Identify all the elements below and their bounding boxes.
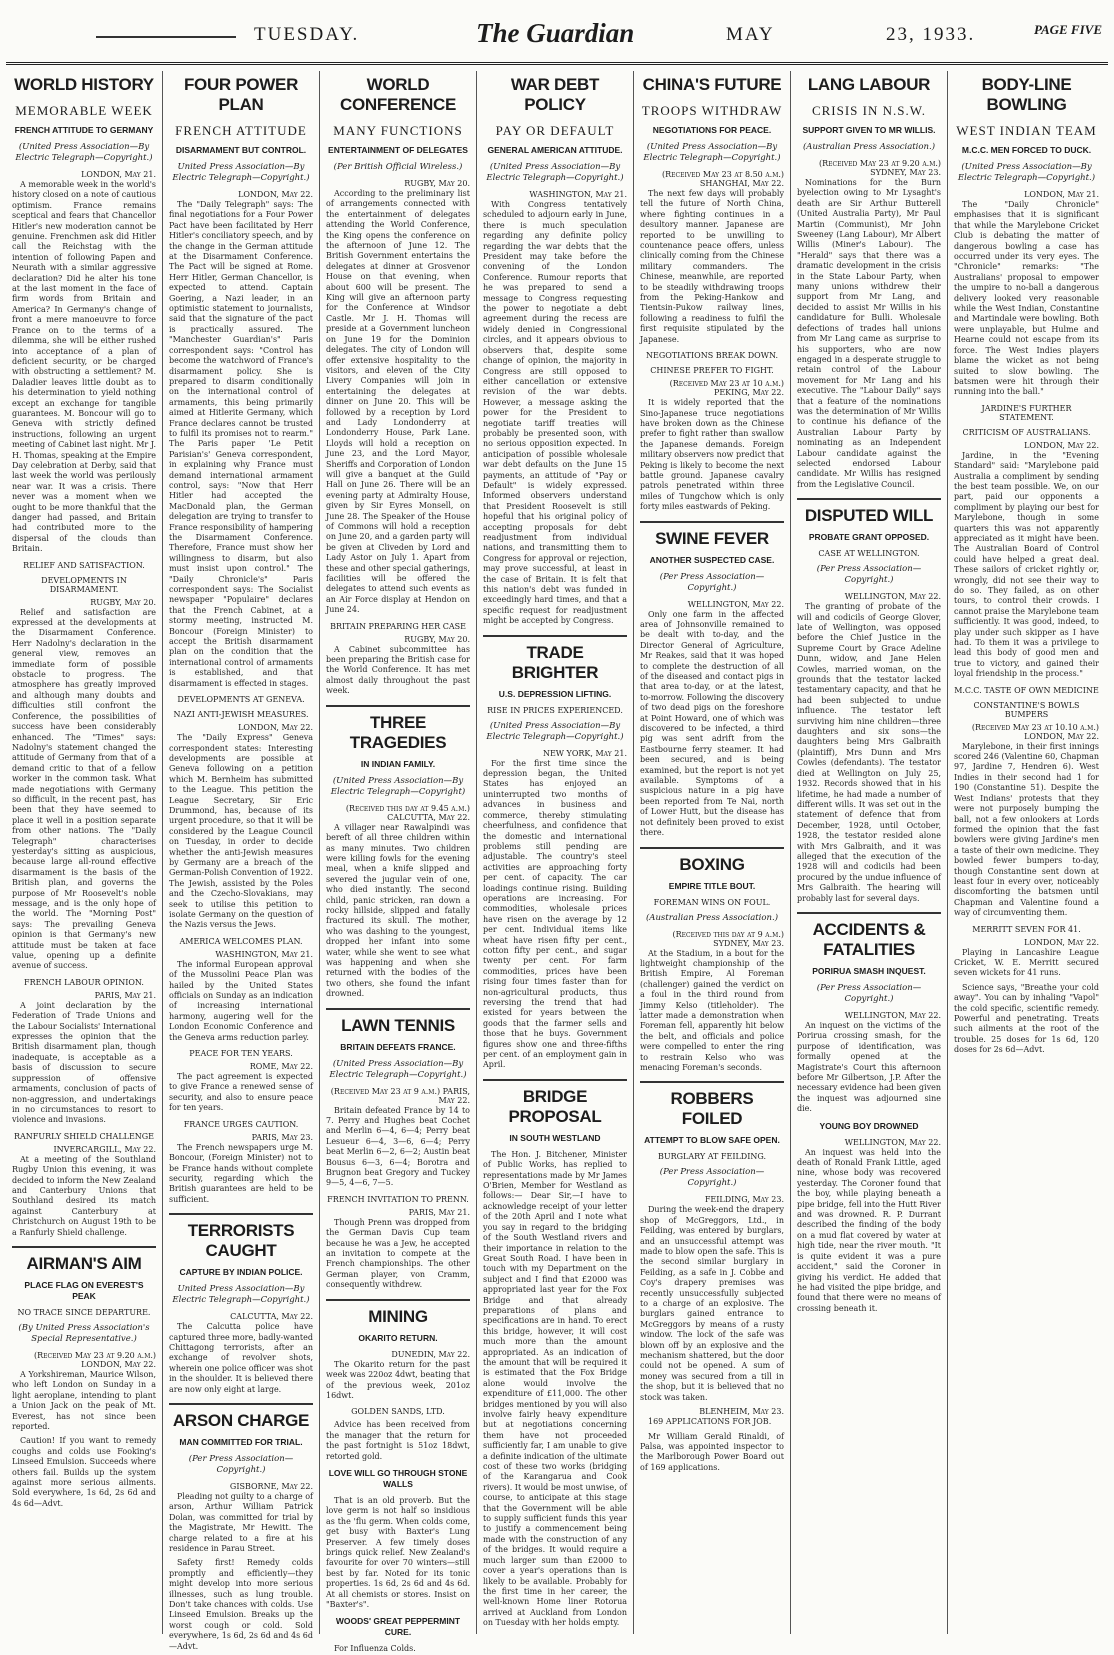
article-divider <box>483 635 627 637</box>
article-dateline: PARIS, May 23. <box>251 1132 313 1142</box>
article <box>483 75 627 627</box>
section-heading: JARDINE'S FURTHER STATEMENT. <box>981 403 1072 422</box>
article-body: Britain defeated France by 14 to 7. Perry and Hughes beat Cochet and Merlin 6—4, 6—4; Perry beat Lesueur 6—4, 3—6, 6—4; Perry beat Merlin 6—2, 6—2; Austin beat Bousus 6—3, 6—4; Borotra and Brugnon beat Gregory and Tuckey 9—5, 4—6, 7—5. <box>326 1105 470 1188</box>
article <box>483 635 627 1071</box>
article-body: That is an old proverb. But the love germ is not half so insidious as the 'flu germ. When colds come, get busy with Baxter's Lung Preserver. A few timely doses brings quick relief. New Zealand's favourite for over 70 winters—still best by far. Noted for its tonic properties. 1s 6d, 2s 6d and 4s 6d. At all chemists or stores. Insist on "Baxter's". <box>326 1495 470 1609</box>
article-divider <box>797 498 941 500</box>
article-credit: (United Press Association—By Electric Telegraph—Copyright.) <box>957 162 1096 183</box>
article <box>169 695 313 931</box>
article <box>12 1132 156 1238</box>
article-divider <box>169 1403 313 1405</box>
article-body: At a meeting of the Southland Rugby Union this evening, it was decided to inform the New Zealand and Canterbury Unions that Southland desired its match against Canterbury at Christchurch on August 19th to be a Ranfurly Shield challenge. <box>12 1154 156 1237</box>
article-kicker: MANY FUNCTIONS <box>333 123 463 138</box>
masthead-paper-title: The Guardian <box>476 18 635 48</box>
article-body: The informal European approval of the Mussolini Peace Plan was hailed by the United States officials on Sunday as an indication of increasing international harmony, augering well for the London Economic Conference and the Geneva arms reduction parley. <box>169 959 313 1042</box>
article-credit: (Per Press Association— Copyright.) <box>659 571 765 593</box>
article-body: The pact agreement is expected to give France a renewed sense of security, and also to ensure peace for ten years. <box>169 1072 313 1113</box>
article-body: For the first time since the depression began, the United States has enjoyed an uninterrupted two months of advances in business and commerce, thereby stimulating cheerfulness, and confidence that the domestic and international problems still pending are adjustable. The country's steel activities are approaching forty per cent. of capacity. The car loadings continue rising. Building operations are increasing. For commodities, wholesale prices have risen on the average by 12 per cent. Individual items like wheat have risen fifty per cent., cotton fifty per cent., and sugar twenty per cent. For farm commodities, prices have been rising four times faster than for non-agricultural products, thus reversing the trend that had existed for years between the goods that the farmer sells and those that he buys. Government figures show one and three-fifths per cent. of an employment gain in April. <box>483 758 627 1070</box>
article-kicker: MEMORABLE WEEK <box>15 103 153 118</box>
section-heading: FRANCE URGES CAUTION. <box>183 1119 299 1129</box>
section-heading: MERRITT SEVEN FOR 41. <box>972 924 1081 934</box>
article-subheading: SUPPORT GIVEN TO MR WILLIS. <box>802 125 936 135</box>
column-2 <box>163 71 320 1651</box>
article-body: Marylebone, in their first innings scored 246 (Valentine 60, Chapman 97, Jardine 7, Hendren 6). West Indies in their second had 1 for 190 (Constantine 51). Despite the West Indians' protests that they were not purposely bumping the ball, not a few onlookers at Lords formed the opinion that the fast bowlers were giving Jardine's men a taste of their own medicine. They bowled fewer bumpers to-day, though Constantine sent down at least four in every over, noticeably discomforting the batsmen until Chapman and Valentine found a way of circumventing them. <box>954 741 1099 918</box>
article-headline: LANG LABOUR <box>807 75 931 94</box>
article-credit: (Per Press Association— Copyright.) <box>816 564 922 586</box>
article-body: Pleading not guilty to a charge of arson, Arthur William Patrick Dolan, was committed for trial by the Magistrate, Mr Hewitt. The charge related to a fire at his residence in Parau Street. <box>169 1491 313 1553</box>
article-body: A joint declaration by the Federation of Trade Unions and the Labour Socialists' International expresses the opinion that the British disarmament plan, though inadequate, is acceptable as a basis of discussion to secure suppression of offensive armaments, conclusion of pacts of non-aggression, and undertakings in no circumstances to resort to violence and invasions. <box>12 1000 156 1125</box>
article-divider <box>326 705 470 707</box>
article-headline: BODY-LINE BOWLING <box>981 75 1072 114</box>
article-credit: (By United Press Association's Special Representative.) <box>18 1322 150 1344</box>
article-divider <box>326 1008 470 1010</box>
article-body: The granting of probate of the will and codicils of George Glover, late of Wellington, was opposed before the Chief Justice in the Supreme Court by Grace Adeline Dunn, widow, and Jane Helen Cowles, married woman, on the grounds that the testator lacked testamentary capacity, and that he had been subjected to undue influence. The testator left surviving him nine children—three daughters and six sons—the daughters being Mrs Galbraith (plaintiff), Mrs Dunn and Mrs Cowles (defendants). The testator died at Wellington on July 25, 1932. Records showed that in his lifetime, he had made a number of different wills. It was set out in the statement of defence that from December, 1928, until October, 1928, the testator resided alone with Mrs Galbraith, and it was alleged that the execution of the 1928 will and codicils had been procured by the undue influence of Mrs Galbraith. The hearing will probably last for several days. <box>797 602 941 903</box>
article <box>640 1407 784 1473</box>
article <box>640 1081 784 1403</box>
article-dateline: BLENHEIM, May 23. <box>699 1407 784 1417</box>
article-dateline: CALCUTTA, May 22. <box>230 1312 313 1322</box>
article-subheading: M.C.C. MEN FORCED TO DUCK. <box>961 145 1092 155</box>
article-headline: FOUR POWER PLAN <box>183 75 299 114</box>
article <box>169 1403 313 1554</box>
article-subheading: IN INDIAN FAMILY. <box>360 758 436 769</box>
article-credit: United Press Association—By Electric Telegraph—Copyright.) <box>172 1284 310 1306</box>
article-credit: (Per British Official Wireless.) <box>333 162 463 172</box>
article-dateline: WELLINGTON, May 22. <box>844 592 941 602</box>
article-body: The "Daily Chronicle" emphasises that it is significant that while the Marylebone Cricket Club is debating the matter of dangerous bowling a case has occurred under its very eyes. The "Chronicle" remarks: "The Australians' proposal to empower the umpire to no-ball a dangerous delivery looked very reasonable while the West Indian, Constantine and Martindale were bowling. Both were unplayable, but Hulme and Hearne could not escape from its force. The West Indies players blame the wicket as not being suited to slow bowling. The batsmen were hit through their running into the ball." <box>954 200 1099 397</box>
article-credit: (Per Press Association— Copyright.) <box>816 982 922 1004</box>
columns-container <box>6 71 1108 1654</box>
article <box>326 1616 470 1654</box>
article <box>326 75 470 616</box>
section-heading: RANFURLY SHIELD CHALLENGE <box>13 1131 155 1141</box>
section-heading: GOLDEN SANDS, LTD. <box>351 1407 445 1417</box>
article-credit: United Press Association—By Electric Telegraph—Copyright.) <box>172 162 310 183</box>
article-headline: ROBBERS FOILED <box>670 1089 754 1129</box>
article-subheading: ATTEMPT TO BLOW SAFE OPEN. <box>644 1135 780 1146</box>
article-credit: (United Press Association—By Electric Telegraph—Copyright.) <box>486 720 624 742</box>
article-body: Jardine, in the "Evening Standard" said: "Marylebone paid Australia a compliment by sending the best team possible. We, on our part, paid our opponents a compliment by playing our best for Marylebone, though in some quarters this was not apparently appreciated as it might have been. The Australian Board of Control could have helped a great deal. These sailors of cricket rightly or, wrongly, did not see their way to do so. They failed, as on other tours, to control their crowds. I cannot praise the Marylebone team sufficiently. It was good, indeed, to play under such skipper as I have had. To them it was a privilege to lead this body of good men and true to victory, and gained their loyal friendship in the process." <box>954 450 1099 679</box>
article-headline: TERRORISTS CAUGHT <box>187 1221 295 1261</box>
article-headline: BRIDGE PROPOSAL <box>508 1086 602 1126</box>
article <box>640 521 784 839</box>
article-dateline: (Received May 23 at 10.10 a.m.) LONDON, May 22. <box>971 722 1099 741</box>
article <box>169 937 313 1043</box>
masthead-month: MAY <box>726 24 775 45</box>
article-credit: (Per Press Association— Copyright.) <box>659 1167 765 1189</box>
section-heading: FRENCH LABOUR OPINION. <box>24 977 144 987</box>
article-dateline: (Received this day at 9.45 a.m.) CALCUTTA, May 22. <box>345 803 470 822</box>
article-headline: WAR DEBT POLICY <box>510 75 600 114</box>
article-subheading: ENTERTAINMENT OF DELEGATES <box>328 145 468 155</box>
article-dateline: FEILDING, May 23. <box>704 1195 784 1205</box>
article-body: Safety first! Remedy colds promptly and efficiently—they might develop into more serious illnesses, such as lung trouble. Don't take chances with colds. Use Linseed Emulsion. Breaks up the worst cough or cold. Sold everywhere, 1s 6d, 2s 6d and 4s 6d—Advt. <box>169 1558 313 1651</box>
article-dateline: ROME, May 22. <box>249 1062 313 1072</box>
section-heading: DEVELOPMENTS AT GENEVA. <box>177 695 305 705</box>
article <box>12 75 156 555</box>
article-subheading: FRENCH ATTITUDE TO GERMANY <box>14 125 154 135</box>
masthead-rule <box>96 36 236 38</box>
article <box>640 351 784 512</box>
article-body: An inquest was held into the death of Ronald Frank Little, aged nine, whose body was recovered yesterday. The Coroner found that the boy, while playing beneath a pipe bridge, fell into the Hutt River and was drowned. R. P. Durrant described the finding of the body on a mud flat covered by water at high tide, near the river mouth. "It is quite evident it was a pure accident," said the Coroner in giving his verdict. He added that he had visited the pipe bridge, and found that there were no means of crossing beneath it. <box>797 1147 941 1313</box>
article-body: Caution! If you want to remedy coughs and colds use Fooking's Linseed Emulsion. Succeeds where others fail. Builds up the system against more serious ailments. Sold everywhere, 1s 6d, 2s 6d and 4s 6d—Advt. <box>12 1436 156 1508</box>
section-heading: CRITICISM OF AUSTRALIANS. <box>962 427 1091 437</box>
article-divider <box>326 1299 470 1301</box>
article-dateline: PARIS, May 21. <box>408 1207 470 1217</box>
article-credit: (United Press Association—By Electric Telegraph—Copyright.) <box>15 142 153 163</box>
article <box>326 1195 470 1291</box>
article-body: Though Prenn was dropped from the German Davis Cup team because he was a Jew, he accepted an invitation to compete at the French championships. The other German player, von Cramm, consequently withdrew. <box>326 1217 470 1290</box>
article-dateline: LONDON, May 22. <box>1024 440 1099 450</box>
article-subheading: WOODS' GREAT PEPPERMINT CURE. <box>335 1616 461 1638</box>
section-heading: NEGOTIATIONS BREAK DOWN. <box>646 351 778 361</box>
section-heading: FRENCH INVITATION TO PRENN. <box>327 1194 469 1204</box>
article-kicker: PAY OR DEFAULT <box>495 123 615 138</box>
article-credit: (United Press Association—By Electric Telegraph—Copyright.) <box>643 142 781 163</box>
article-body: The next few days will probably tell the future of North China, where fighting continues in a desultory manner. Japanese are reported to be unwilling to countenance peace offers, unless clinically coming from the Chinese military commanders. The Chinese, meanwhile, are reported to be steadily withdrawing troops from the Peking-Hankow and Tientsin-Pukow railway lines, following a readiness to fulfil the first requisite stipulated by the Japanese. <box>640 189 784 344</box>
article-body: A Cabinet subcommittee has been preparing the British case for the World Conference. It has met almost daily throughout the past week. <box>326 644 470 696</box>
article <box>483 1079 627 1629</box>
article-subheading: EMPIRE TITLE BOUT. <box>668 880 756 891</box>
article-subheading: U.S. DEPRESSION LIFTING. <box>498 688 612 699</box>
article-kicker: FRENCH ATTITUDE <box>175 123 307 138</box>
article <box>797 498 941 904</box>
section-heading: CASE AT WELLINGTON. <box>818 549 920 559</box>
article-body: A Yorkshireman, Maurice Wilson, who left London on Sunday in a light aeroplane, intending to plant a Union Jack on the peak of Mt. Everest, has not since been reported. <box>12 1369 156 1431</box>
article-kicker: CRISIS IN N.S.W. <box>811 103 927 118</box>
article-headline: ACCIDENTS & FATALITIES <box>812 919 926 959</box>
article-headline: AIRMAN'S AIM <box>26 1253 142 1273</box>
section-heading: BURGLARY AT FEILDING. <box>657 1152 767 1162</box>
article <box>954 686 1099 919</box>
article-subheading: DISARMAMENT BUT CONTROL. <box>175 145 307 155</box>
article-headline: CHINA'S FUTURE <box>642 75 782 94</box>
column-3 <box>320 71 477 1654</box>
article-body: Nominations for the Burn byelection owing to Mr Lysaght's death are Sir Arthur Butterell (United Australia Party), Mr Paul Martin (Communist), Mr John Sweeney (Lang Labour), Mr Albert Willis (Miner's Labour). The "Herald" says that there was a dramatic development in the crisis in the State Labour Party, when many unions withdrew their support from Mr Lang, and decided to assist Mr Willis in his candidature for Bulli. Wholesale defections of trades hall unions from Mr Lang came as surprise to his supporters, who are now engaged in a desperate struggle to retain control of the Labour movement for Mr Lang and his executive. The "Labour Daily" says that a feature of the nominations was the determination of Mr Willis to continue his defiance of the Australian Labour Party by nominating as an Independent Labour candidate against the selected endorsed Labour candidate. Mr Willis has resigned from the Legislative Council. <box>797 178 941 489</box>
section-heading: PEACE FOR TEN YEARS. <box>189 1049 293 1059</box>
article-dateline: (Received May 23 at 10 a.m.) PEKING, May 22. <box>669 379 784 398</box>
section-heading: NAZI ANTI-JEWISH MEASURES. <box>173 710 309 720</box>
article-body: 169 APPLICATIONS FOR JOB. <box>648 1417 772 1427</box>
article <box>326 705 470 1000</box>
column-4 <box>477 71 634 1634</box>
article-kicker: WEST INDIAN TEAM <box>956 123 1097 138</box>
article-subheading: YOUNG BOY DROWNED <box>819 1120 919 1131</box>
article-body: A memorable week in the world's history closed on a note of cautious optimism. France remains sceptical and fears that Chancellor Hitler's new moderation cannot be genuine. Frenchmen ask did Hitler call the Reichstag with the intention of following Papen and Neurath with a similar aggressive declaration? Did he alter his tone at the last moment in the face of firm words from Britain and America? In Germany's change of front a mere manoeuvre to force France on to the terms of a dilemma, she will be either rushed into acceptance of a plan of deficient security, or be charged with obstructing a settlement? M. Daladier leaves little doubt as to his determination to yield nothing except an exchange for tangible guarantees. M. Boncour will go to Geneva with strictly defined instructions, following an urgent meeting of Cabinet last night. Mr J. H. Thomas, speaking at the Empire Day celebration at Derby, said that last week the world was perilously near war. It was a crisis. There never was a moment when we ought to be more thankful that the danger had passed, and Britain had contributed more to the dispersal of the clouds than Britain. <box>12 180 156 554</box>
article-dateline: GISBORNE, May 22. <box>229 1481 313 1491</box>
article-body: The Calcutta police have captured three more, badly-wanted Chittagong terrorists, after an exchange of revolver shots, wherein one police officer was shot in the shoulder. It is believed there are now only eight at large. <box>169 1322 313 1394</box>
article-headline: WORLD CONFERENCE <box>339 75 456 114</box>
article-dateline: LONDON, May 22. <box>238 723 313 733</box>
article <box>326 1008 470 1189</box>
article-divider <box>640 847 784 849</box>
article-body: Advice has been received from the manager that the return for the past fortnight is 51oz 18dwt, retorted gold. <box>326 1420 470 1461</box>
article <box>169 1558 313 1652</box>
article-dateline: PARIS, May 21. <box>94 990 156 1000</box>
masthead-page-number: PAGE FIVE <box>1033 22 1102 37</box>
article-body: The "Daily Telegraph" says: The final negotiations for a Four Power Pact have been facilitated by Herr Hitler's conciliatory speech, and by the change in the German attitude at the Disarmament Conference. The Pact will be signed at Rome. Herr Hitler, German Chancellor, is expected to attend. Captain Goering, a Nazi leader, in an optimistic statement to journalists, said that the signature of the pact is practically assured. The "Manchester Guardian's" Paris correspondent says: "Control has become the watchword of France's disarmament policy. She is prepared to disarm conditionally on the international control of armaments, this being primarily aimed at Hitlerite Germany, which France declares cannot be trusted to fulfil its promises not to rearm." The Paris paper 'Le Petit Parisian's' Geneva correspondent, in explaining why France must demand international armament control, says: "Now that Herr Hitler had accepted the MacDonald plan, the German delegation are trying to transfer to France responsibility of hampering the Disarmament Conference. Therefore, France must show her willingness to disarm, but also must insist upon control." The "Daily Chronicle's" Paris correspondent says: The Socialist newspaper "Populaire" declares that the French Cabinet, at a stormy meeting, instructed M. Boncour (Foreign Minister) to accept the British disarmament plan on the condition that the international control of armaments is established, and that disarmament is effected in stages. <box>169 200 313 688</box>
article-dateline: NEW YORK, May 21. <box>542 748 627 758</box>
article-dateline: RUGBY, May 20. <box>404 179 470 188</box>
section-heading: CHINESE PREFER TO FIGHT. <box>650 366 774 376</box>
article-dateline: (Received May 23 at 9 a.m.) PARIS, May 22. <box>330 1086 470 1105</box>
article-credit: (Australian Press Association.) <box>802 142 936 152</box>
article-dateline: INVERCARGILL, May 22. <box>53 1144 156 1154</box>
article-credit: (United Press Association—By Electric Telegraph—Copyright.) <box>329 1058 467 1080</box>
article-kicker: TROOPS WITHDRAW <box>641 103 783 118</box>
article <box>12 1436 156 1509</box>
article-credit: (United Press Association—By Electric Telegraph—Copyright.) <box>486 162 624 183</box>
article-subheading: IN SOUTH WESTLAND <box>509 1132 601 1143</box>
article-dateline: RUGBY, May 20. <box>90 597 156 607</box>
article-subheading: GENERAL AMERICAN ATTITUDE. <box>487 145 623 155</box>
section-heading: FOREMAN WINS ON FOUL. <box>653 897 771 907</box>
article-divider <box>640 1081 784 1083</box>
masthead-date: 23, 1933. <box>886 24 976 45</box>
masthead-day: TUESDAY. <box>254 24 360 45</box>
article-headline: TRADE BRIGHTER <box>511 642 599 682</box>
article-headline: LAWN TENNIS <box>341 1015 455 1035</box>
section-heading: CONSTANTINE'S BOWLS BUMPERS <box>973 700 1080 719</box>
article-body: An inquest on the victims of the Porirua crossing smash, for the purpose of identification, was formally opened at the Magistrate's Court this afternoon before Mr Gilbertson, J.P. After the necessary evidence had been given the inquest was adjourned sine die. <box>797 1020 941 1114</box>
article <box>954 404 1099 680</box>
article-body: A villager near Rawalpindi was bereft of all three children within as many minutes. Two children were killing fowls for the evening meal, when a knife slipped and severed the jugular vein of one, who died instantly. The second child, panic stricken, ran down a rocky hillside, slipped and fatally fractured its skull. The mother, who was dashing to the youngest, dropped her infant into some water, while she went to see what was happening and when she returned with the bodies of the two others, she found the infant drowned. <box>326 822 470 999</box>
article-divider <box>483 1079 627 1081</box>
article-subheading: MAN COMMITTED FOR TRIAL. <box>179 1436 303 1447</box>
section-heading: RELIEF AND SATISFACTION. <box>23 560 145 570</box>
article-subheading: BRITAIN DEFEATS FRANCE. <box>340 1041 456 1052</box>
article-body: Mr William Gerald Rinaldi, of Palsa, was appointed inspector to the Marlborough Power Board out of 169 applications. <box>640 1431 784 1472</box>
article-dateline: LONDON, May 21. <box>1024 190 1099 199</box>
article-body: The Hon. J. Bitchener, Minister of Public Works, has replied to representations made by Mr James O'Brien, Member for Westland as follows:— Dear Sir,—I have to acknowledge receipt of your letter of the 20th April and I note what you say in regard to the bridging of the South Westland rivers and their importance in relation to the Great South Road. I have been in touch with my Department on the subject and I find that £2000 was appropriated last year for the Fox Bridge and that already preparations of plans and specifications are in hand. To erect this bridge, however, it will cost much more than the amount appropriated. As an indication of the amount that will be required it is estimated that the Fox Bridge alone would involve the expenditure of £11,000. The other bridges mentioned by you will also involve fairly heavy expenditure but at negotiations concerning them have not proceeded sufficiently far, I am unable to give a definite indication of the ultimate cost of these two works (bridging of the Karangarua and Cook rivers). It would be most unwise, of course, to anticipate at this stage that the Government will be able to supply sufficient funds this year to justify a commencement being made with the construction of any of the bridges. It would require a much larger sum than £2000 to cover a year's operations than is likely to be available. Probably for the first time in her career, the well-known Home liner Rotorua arrived at Auckland from London on Tuesday with her holds empty. <box>483 1149 627 1628</box>
article-body: For Influenza Colds. <box>334 1644 416 1654</box>
article <box>169 75 313 689</box>
column-5 <box>634 71 791 1634</box>
column-7 <box>948 71 1105 1634</box>
section-heading: NO TRACE SINCE DEPARTURE. <box>17 1307 151 1317</box>
article-subheading: CAPTURE BY INDIAN POLICE. <box>179 1267 303 1278</box>
article <box>326 622 470 697</box>
article-dateline: WELLINGTON, May 22. <box>844 1010 941 1020</box>
article-dateline: WELLINGTON, May 22. <box>844 1137 941 1147</box>
article-headline: ARSON CHARGE <box>172 1410 310 1430</box>
article-body: During the week-end the drapery shop of McGreggors, Ltd., in Feilding, was entered by burglars, and an unsuccessful attempt was made to blow open the safe. This is the second similar burglary in Feilding, as a safe in J. Cobbe and Coy's drapery premises was recently unsuccessfully subjected to a charge of an explosive. The burglars gained entrance to McGreggors by means of a rusty window. The lock of the safe was blown off by an explosive and the mechanism shattered, but the door could not be opened. A sum of money was secured from a till in the shop, but it is believed that no stock was taken. <box>640 1205 784 1402</box>
article <box>797 75 941 490</box>
article <box>954 983 1099 1056</box>
article-body: Science says, "Breathe your cold away". You can by inhaling "Vapol" the cold specific, scientific remedy. Powerful and penetrating. Treats such ailments at the root of the trouble. 25 doses for 1s 6d, 120 doses for 2s 6d—Advt. <box>954 982 1099 1055</box>
article <box>954 925 1099 979</box>
article-divider <box>12 1246 156 1248</box>
article-dateline: WASHINGTON, May 21. <box>529 190 627 199</box>
article-credit: (United Press Association—By Electric Telegraph—Copyright) <box>330 775 466 797</box>
article-body: Playing in Lancashire League Cricket, W. E. Merritt secured seven wickets for 41 runs. <box>954 947 1099 978</box>
article-headline: DISPUTED WILL <box>804 506 934 526</box>
article-dateline: WELLINGTON, May 22. <box>687 599 784 609</box>
article-divider <box>797 912 941 914</box>
article <box>169 1049 313 1114</box>
article-dateline: LONDON, May 22. <box>1024 937 1099 947</box>
article-credit: (Australian Press Association.) <box>645 912 779 923</box>
article-headline: BOXING <box>679 854 745 874</box>
article-dateline: (Received May 23 at 9.20 a.m.) LONDON, May 22. <box>33 1350 156 1369</box>
article <box>797 1121 941 1315</box>
article <box>12 978 156 1126</box>
article <box>640 75 784 345</box>
article-body: At the Stadium, in a bout for the lightweight championship of the British Empire, Al Foreman (challenger) gained the verdict on a foul in the third round from Jimmy Kelso (titleholder). The latter made a demonstration when Foreman fell, apparently hit below the belt, and officials and police were compelled to enter the ring to restrain Kelso who was menacing Foreman's seconds. <box>640 948 784 1072</box>
article <box>326 1299 470 1402</box>
article <box>954 75 1099 398</box>
article-dateline: DUNEDIN, May 22. <box>391 1349 470 1359</box>
section-heading: RISE IN PRICES EXPERIENCED. <box>487 705 623 715</box>
article-divider <box>640 521 784 523</box>
article-dateline: LONDON, May 21. <box>81 170 156 179</box>
section-heading: DEVELOPMENTS IN DISARMAMENT. <box>41 575 127 594</box>
article-dateline: (Received May 23 at 9.20 a.m.) SYDNEY, May 23. <box>818 159 941 177</box>
article <box>169 1120 313 1205</box>
article-headline: SWINE FEVER <box>655 528 769 548</box>
masthead <box>6 6 1108 65</box>
article <box>326 1468 470 1610</box>
article-body: The "Daily Express" Geneva correspondent states: Interesting developments are possible at Geneva following on a petition which M. Bernheim has submitted to the League. This petition the League Secretary, Sir Eric Drummond, has, because of its urgent procedure, so that it will be considered by the League Council on Tuesday, in order to decide whether the anti-Jewish measures by Germany are a breach of the German-Polish Convention of 1922. The Jewish, assisted by the Poles and the Czecho-Slovakians, may seek to utilise this petition to isolate Germany on the question of the Nazis versus the Jews. <box>169 733 313 930</box>
section-heading: AMERICA WELCOMES PLAN. <box>179 936 303 946</box>
article-headline: MINING <box>368 1306 428 1326</box>
section-heading: BRITAIN PREPARING HER CASE <box>330 621 466 631</box>
article-subheading: PROBATE GRANT OPPOSED. <box>808 532 930 543</box>
article-body: Relief and satisfaction are expressed at the developments at the Disarmament Conference. Herr Nadolny's declaration in the general view, removes an immediate form of possible obstacle to progress. The atmosphere has greatly improved and although many doubts and difficulties still confront the Conference, the possibilities of success have been considerably enhanced. The "Times" says: Nadolny's statement changed the attitude of Germany from that of a demand critic to that of a fellow worker in the common task. What made negotiations with Germany so difficult, in the recent past, has been that they have seemed to place it well in a position separate from other nations. The "Daily Telegraph" characterises yesterday's sitting as auspicious, because large all-round effective disarmament is the basis of the British plan, and governs the purpose of Mr Roosevelt's noble message, and is the only hope of the world. The "Morning Post" says: The prevailing Geneva opinion is that Germany's new attitude must be taken at face value, opening up a definite avenue of success. <box>12 607 156 971</box>
article-dateline: WASHINGTON, May 21. <box>215 949 313 959</box>
article-divider <box>169 1213 313 1215</box>
article-body: It is widely reported that the Sino-Japanese truce negotiations have broken down as the Chinese prefer to fight rather than swallow the Japanese demands. Foreign military observers now predict that Peking is likely to become the next battle ground. Japanese cavalry patrols penetrated within three miles of Tungchow which is only forty miles eastwards of Peking. <box>640 398 784 512</box>
article-dateline: (Received this day at 9 a.m.) SYDNEY, May 23. <box>672 929 784 948</box>
article-headline: THREE TRAGEDIES <box>349 712 447 752</box>
article <box>797 912 941 1115</box>
article-dateline: LONDON, May 22. <box>238 190 313 199</box>
article-body: The French newspapers urge M. Boncour, (Foreign Minister) not to be France hands without complete security, regarding which the British guarantees are held to be sufficient. <box>169 1142 313 1204</box>
article-subheading: NEGOTIATIONS FOR PEACE. <box>652 125 772 135</box>
article-body: The Okarito return for the past week was 220oz 4dwt, beating that of the previous week, 201oz 16dwt. <box>326 1359 470 1400</box>
article-headline: WORLD HISTORY <box>14 75 154 94</box>
article <box>12 1246 156 1432</box>
article-subheading: PLACE FLAG ON EVEREST'S PEAK <box>24 1279 144 1301</box>
article-dateline: (Received May 23 at 8.50 a.m.) SHANGHAI, May 22. <box>661 170 784 188</box>
section-heading: M.C.C. TASTE OF OWN MEDICINE <box>954 685 1099 695</box>
article <box>640 847 784 1074</box>
article-body: According to the preliminary list of arrangements connected with the entertainment of delegates attending the World Conference, the King opens the conference on the afternoon of June 12. The British Government entertains the delegates at dinner at Grosvenor House on that evening, when about 600 will be present. The King will give an afternoon party for the Conference at Windsor Castle. Mr J. H. Thomas will preside at a Government luncheon on June 19 for the Dominion delegates. The city of London will offer extensive hospitality to the visitors, and eleven of the City Livery Companies will join in entertaining the delegates at dinner on June 20. This will be followed by a reception by Lord and Lady Londonderry at Londonderry House, Park Lane. Lloyds will hold a reception on June 23, and the Lord Mayor, Sheriffs and Corporation of London will give a banquet at the Guild Hall on June 26. There will be an evening party at Admiralty House, given by Sir Eyres Monsell, on June 28. The Speaker of the House of Commons will hold a reception on June 20, and a garden party will be given at Cliveden by Lord and Lady Astor on July 1. Apart from these and other special gatherings, facilities will be offered the delegates to attend such events as an Air Force display at Hendon on June 24. <box>326 189 470 615</box>
article-subheading: ANOTHER SUSPECTED CASE. <box>649 554 775 565</box>
article-dateline: RUGBY, May 20. <box>404 634 470 644</box>
article <box>169 1213 313 1395</box>
article-subheading: LOVE WILL GO THROUGH STONE WALLS <box>328 1467 468 1489</box>
article-credit: (Per Press Association— Copyright.) <box>188 1453 294 1475</box>
article-subheading: OKARITO RETURN. <box>358 1332 438 1343</box>
article-subheading: PORIRUA SMASH INQUEST. <box>812 965 926 976</box>
article <box>326 1407 470 1462</box>
column-6 <box>791 71 948 1634</box>
article-body: With Congress tentatively scheduled to adjourn early in June, there is much speculation regarding any definite policy regarding the war debts that the President may take before the convening of the London Conference. Rumour reports that he was prepared to send a message to Congress requesting the power to negotiate a debt agreement during the recess are widely denied in Congressional circles, and it appears obvious to observers that, despite some change of opinion, the majority in Congress are still opposed to either cancellation or extensive revision of the war debts. However, a message asking the power for the President to negotiate tariff treaties will probably be presented soon, with no serious opposition expected. In anticipation of possible wholesale war debt defaults on the June 15 payments, an attitude of "Pay or Default" is widely expressed. Informed observers understand that President Roosevelt is still hopeful that his original policy of accepting proposals for debt readjustment from individual nations, and transmitting them to Congress for approval or rejection, may prove successful, at least in the case of Britain. It is felt that this nation's debt was funded in exceedingly hard times, and that a specific request for readjustment might be accepted by Congress. <box>483 200 627 626</box>
article <box>12 561 156 972</box>
column-1 <box>6 71 163 1634</box>
article-body: Only one farm in the affected area of Johnsonville remained to be dealt with to-day, and the Director General of Agriculture, Mr Reakes, said that it was hoped to complete the destruction of all of the diseased and contact pigs in that area to-day, or at the latest, to-morrow. Following the discovery of two dead pigs on the foreshore at Point Howard, one of which was discovered to be infected, a third pig was sent adrift from the Eastbourne ferry steamer. It had been secured, and is being examined, but the report is not yet available. Symptoms of a suspicious nature in a pig have been reported from Te Nai, north of Lower Hutt, but the disease has not definitely been proved to exist there. <box>640 609 784 838</box>
